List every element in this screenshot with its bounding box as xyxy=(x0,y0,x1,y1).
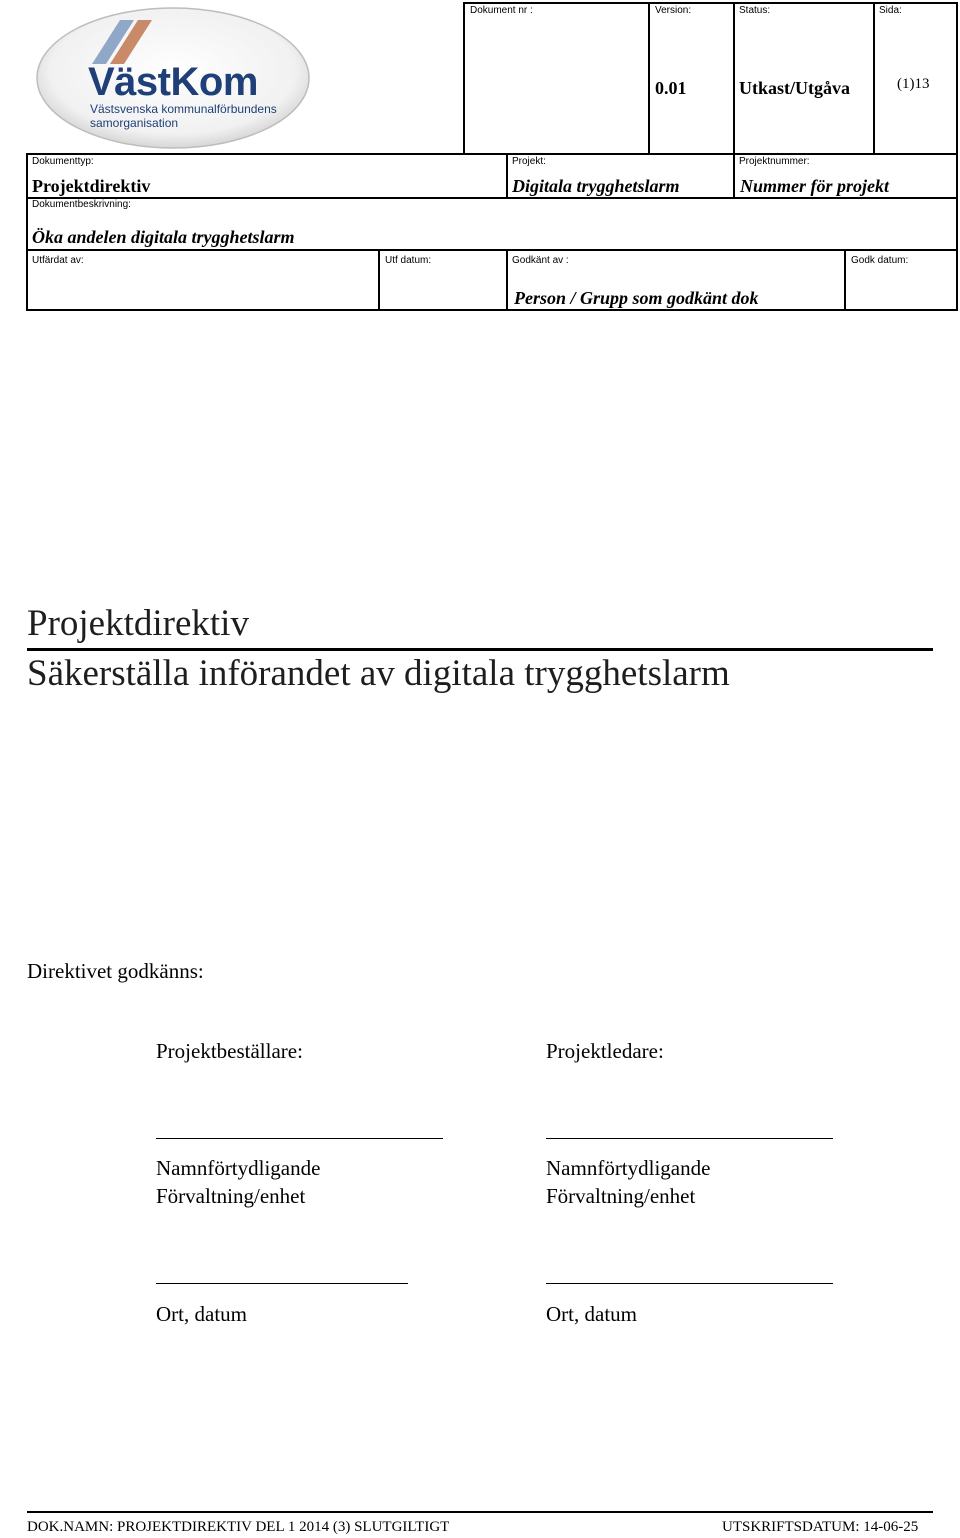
title-rule xyxy=(27,648,933,651)
footer-rule xyxy=(27,1511,933,1513)
place-date-line-right xyxy=(546,1283,833,1284)
name-label-right: Namnförtydligande xyxy=(546,1156,711,1180)
label-sida: Sida: xyxy=(879,5,902,16)
page-count-value: (1)13 xyxy=(897,76,930,92)
footer-doc-name: DOK.NAMN: PROJEKTDIREKTIV DEL 1 2014 (3) SLUTGILTIGT xyxy=(27,1519,450,1535)
label-projekt: Projekt: xyxy=(512,156,546,167)
signature-line-left xyxy=(156,1138,443,1139)
footer-print-date: UTSKRIFTSDATUM: 14-06-25 xyxy=(722,1519,919,1535)
signature-line-right xyxy=(546,1138,833,1139)
godkant-av-value: Person / Grupp som godkänt dok xyxy=(514,288,759,308)
label-dokumenttyp: Dokumenttyp: xyxy=(32,156,94,167)
label-status: Status: xyxy=(739,5,771,16)
role-projektbestallare: Projektbeställare: xyxy=(156,1039,303,1063)
unit-label-left: Förvaltning/enhet xyxy=(156,1184,306,1208)
label-godk-datum: Godk datum: xyxy=(851,255,909,266)
version-value: 0.01 xyxy=(655,78,687,98)
label-utfardat-av: Utfärdat av: xyxy=(32,255,84,266)
logo-subtitle-1: Västsvenska kommunalförbundens xyxy=(90,102,277,116)
page-subtitle: Säkerställa införandet av digitala trygghetslarm xyxy=(27,653,730,694)
dokumentbeskrivning-value: Öka andelen digitala trygghetslarm xyxy=(32,227,295,247)
label-projektnummer: Projektnummer: xyxy=(739,156,810,167)
unit-label-right: Förvaltning/enhet xyxy=(546,1184,696,1208)
label-godkant-av: Godkänt av : xyxy=(512,255,569,266)
label-dokument-nr: Dokument nr : xyxy=(470,5,533,16)
dokumenttyp-value: Projektdirektiv xyxy=(32,176,151,196)
logo-subtitle-2: samorganisation xyxy=(90,116,179,130)
place-date-line-left xyxy=(156,1283,408,1284)
label-version: Version: xyxy=(655,5,692,16)
projektnummer-value: Nummer för projekt xyxy=(740,176,890,196)
role-projektledare: Projektledare: xyxy=(546,1039,664,1063)
status-value: Utkast/Utgåva xyxy=(739,78,850,98)
place-date-label-left: Ort, datum xyxy=(156,1302,247,1326)
approval-intro: Direktivet godkänns: xyxy=(27,959,204,983)
label-utf-datum: Utf datum: xyxy=(385,255,432,266)
name-label-left: Namnförtydligande xyxy=(156,1156,321,1180)
logo-text: VästKom xyxy=(88,60,258,104)
label-dokumentbeskrivning: Dokumentbeskrivning: xyxy=(32,199,131,210)
projekt-value: Digitala trygghetslarm xyxy=(512,176,680,196)
vastkom-logo xyxy=(30,4,320,152)
place-date-label-right: Ort, datum xyxy=(546,1302,637,1326)
page-title: Projektdirektiv xyxy=(27,603,249,644)
